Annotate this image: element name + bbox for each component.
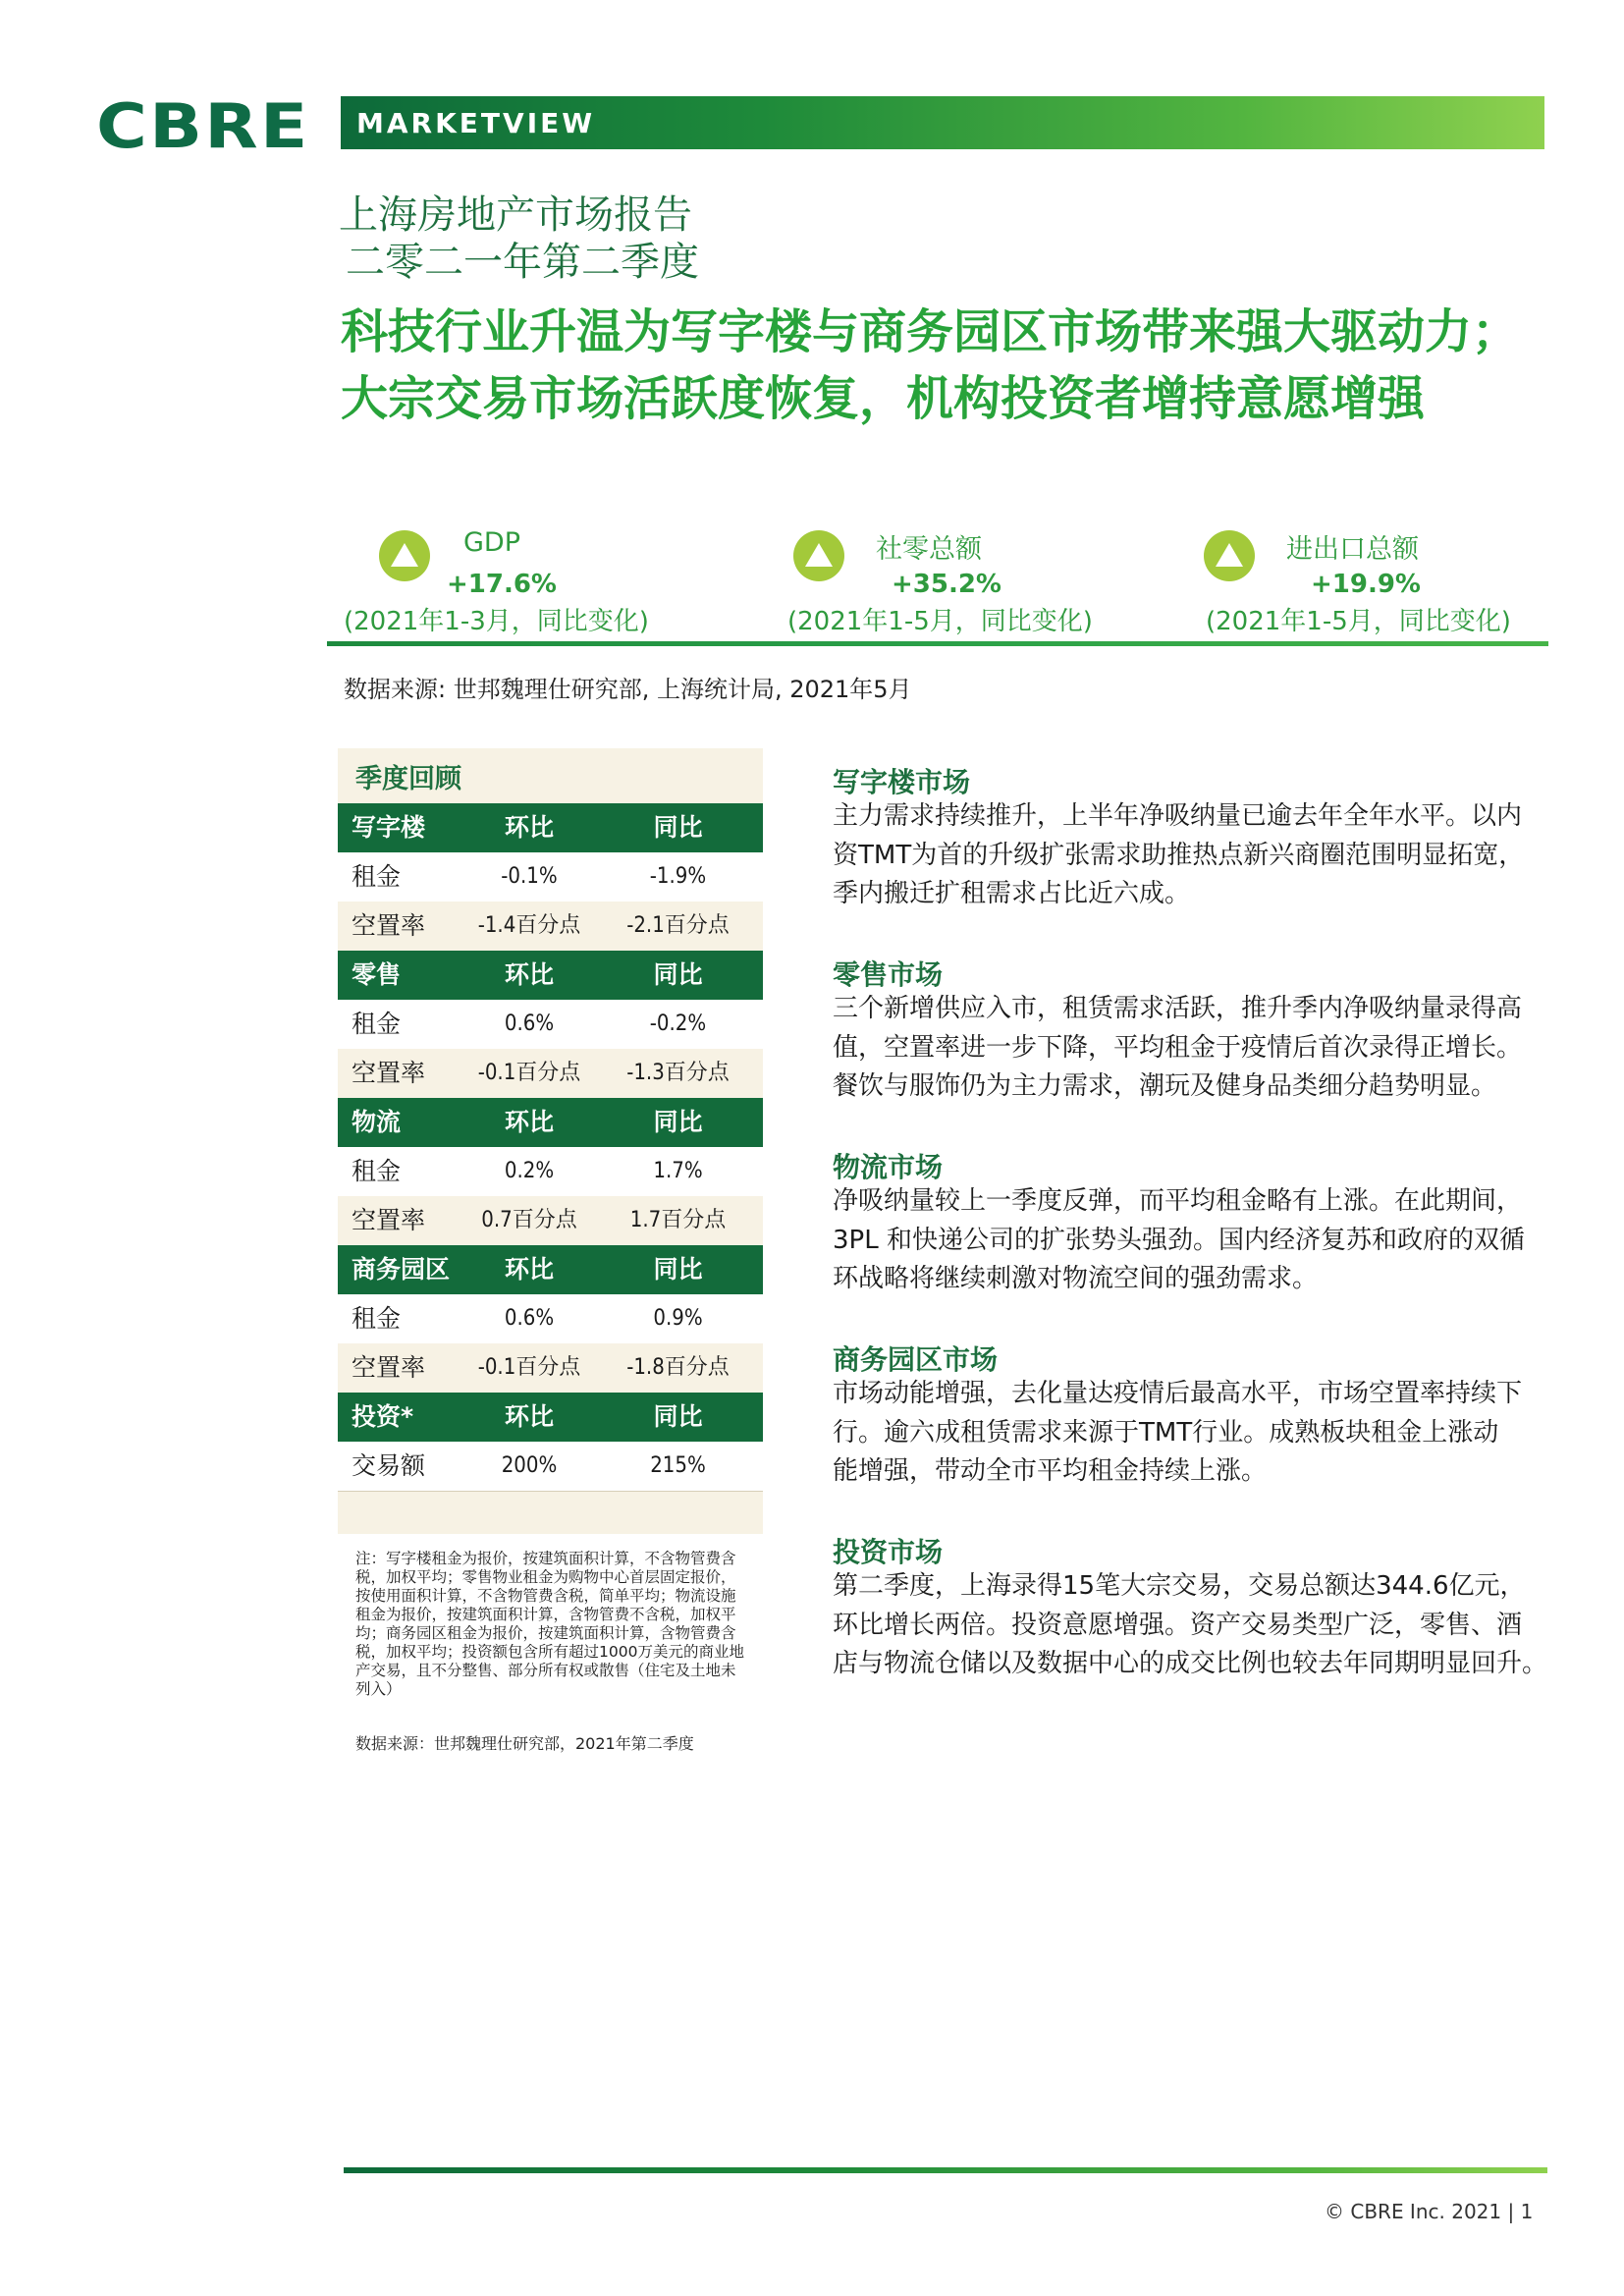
section-title-retail: 零售市场 [833, 958, 944, 991]
banner-label: MARKETVIEW [356, 107, 596, 139]
section-line: 季内搬迁扩租需求占比近六成。 [833, 879, 1191, 908]
table-header-logistics [338, 1098, 763, 1147]
section-title-investment: 投资市场 [833, 1536, 944, 1568]
row-label: 租金 [352, 1304, 402, 1333]
table-row [338, 1442, 763, 1492]
triangle-up-icon [1204, 530, 1255, 581]
section-line: 店与物流仓储以及数据中心的成交比例也较去年同期明显回升。 [833, 1649, 1548, 1678]
row-label: 空置率 [352, 911, 426, 940]
triangle-up-icon [793, 530, 844, 581]
section-line: 市场动能增强，去化量达疫情后最高水平，市场空置率持续下 [833, 1379, 1523, 1408]
section-line: 三个新增供应入市，租赁需求活跃，推升季内净吸纳量录得高 [833, 994, 1523, 1023]
table-header-yoy: 同比 [653, 960, 703, 989]
section-line: 行。逾六成租赁需求来源于TMT行业。成熟板块租金上涨动 [833, 1417, 1499, 1448]
table-row [338, 1000, 763, 1050]
row-label: 租金 [352, 1010, 402, 1038]
row-yoy: -1.3百分点 [626, 1061, 730, 1085]
indicator-gdp-value: +17.6% [447, 570, 557, 599]
table-header-yoy: 同比 [653, 1108, 703, 1136]
table-header-label: 投资* [352, 1402, 414, 1431]
headline-line-2: 大宗交易市场活跃度恢复，机构投资者增持意愿增强 [341, 371, 1426, 426]
row-yoy: -1.8百分点 [626, 1355, 730, 1380]
table-row [338, 852, 763, 902]
indicator-trade-note: (2021年1-5月，同比变化) [1206, 607, 1511, 636]
row-yoy: -1.9% [649, 864, 707, 889]
table-header-label: 商务园区 [352, 1255, 451, 1284]
row-yoy: 0.9% [653, 1306, 703, 1331]
row-qoq: 200% [501, 1453, 558, 1478]
footer-divider [344, 2167, 1547, 2173]
table-header-qoq: 环比 [504, 1255, 554, 1284]
section-body-business-park [833, 1375, 1554, 1492]
section-line: 餐饮与服饰仍为主力需求，潮玩及健身品类细分趋势明显。 [833, 1071, 1497, 1101]
section-body-investment [833, 1567, 1554, 1684]
indicator-retail-note: (2021年1-5月，同比变化) [787, 607, 1093, 636]
row-qoq: -0.1% [501, 864, 558, 889]
table-header-yoy: 同比 [653, 813, 703, 842]
row-qoq: 0.2% [504, 1159, 555, 1183]
table-header-label: 零售 [352, 960, 402, 989]
triangle-up-icon [379, 530, 430, 581]
table-header-qoq: 环比 [504, 813, 554, 842]
row-qoq: -0.1百分点 [477, 1061, 581, 1085]
table-header-yoy: 同比 [653, 1255, 703, 1284]
report-title: 上海房地产市场报告 [339, 192, 692, 238]
row-label: 空置率 [352, 1353, 426, 1382]
table-header-label: 写字楼 [352, 813, 426, 842]
section-line: 净吸纳量较上一季度反弹，而平均租金略有上涨。在此期间， [833, 1186, 1523, 1216]
table-row [338, 902, 763, 952]
table-row [338, 1294, 763, 1344]
indicator-source: 数据来源: 世邦魏理仕研究部, 上海统计局, 2021年5月 [344, 676, 912, 703]
row-qoq: 0.6% [504, 1306, 555, 1331]
row-qoq: 0.7百分点 [481, 1208, 577, 1232]
table-row [338, 1147, 763, 1197]
row-yoy: 1.7百分点 [629, 1208, 727, 1232]
table-row [338, 1049, 763, 1099]
row-label: 租金 [352, 862, 402, 891]
table-header-investment [338, 1393, 763, 1442]
table-header-yoy: 同比 [653, 1402, 703, 1431]
table-header-qoq: 环比 [504, 1108, 554, 1136]
row-yoy: -2.1百分点 [626, 913, 730, 938]
section-line: 主力需求持续推升，上半年净吸纳量已逾去年全年水平。以内 [833, 801, 1523, 831]
report-period: 二零二一年第二季度 [346, 240, 699, 285]
table-header-office [338, 803, 763, 852]
table-row [338, 1196, 763, 1246]
section-line: 环比增长两倍。投资意愿增强。资产交易类型广泛，零售、酒 [833, 1610, 1523, 1640]
table-header-business-park [338, 1245, 763, 1294]
table-header-retail [338, 951, 763, 1000]
indicator-divider [327, 641, 1548, 646]
row-qoq: -0.1百分点 [477, 1355, 581, 1380]
row-yoy: 1.7% [653, 1159, 703, 1183]
section-line: 资TMT为首的升级扩张需求助推热点新兴商圈范围明显拓宽， [833, 840, 1525, 870]
section-line: 3PL 和快递公司的扩张势头强劲。国内经济复苏和政府的双循 [833, 1225, 1525, 1255]
row-label: 租金 [352, 1157, 402, 1185]
indicator-retail-value: +35.2% [892, 570, 1001, 599]
indicator-retail-label: 社零总额 [876, 534, 982, 565]
section-body-retail [833, 990, 1554, 1107]
marketview-banner [341, 96, 1544, 149]
row-label: 交易额 [352, 1451, 426, 1480]
footer-copyright: © CBRE Inc. 2021 | 1 [1325, 2200, 1534, 2223]
section-body-office [833, 797, 1554, 914]
table-header-qoq: 环比 [504, 1402, 554, 1431]
row-label: 空置率 [352, 1206, 426, 1234]
table-title: 季度回顾 [355, 764, 461, 794]
row-qoq: -1.4百分点 [477, 913, 581, 938]
indicator-trade-value: +19.9% [1311, 570, 1421, 599]
section-line: 值，空置率进一步下降，平均租金于疫情后首次录得正增长。 [833, 1032, 1523, 1063]
section-line: 第二季度，上海录得15笔大宗交易，交易总额达344.6亿元， [833, 1571, 1526, 1601]
row-yoy: 215% [650, 1453, 706, 1478]
section-title-business-park: 商务园区市场 [833, 1343, 999, 1376]
row-yoy: -0.2% [649, 1011, 707, 1036]
section-line: 环战略将继续刺激对物流空间的强劲需求。 [833, 1264, 1319, 1293]
indicator-trade-label: 进出口总额 [1286, 534, 1419, 565]
table-header-label: 物流 [352, 1108, 402, 1136]
section-body-logistics [833, 1182, 1554, 1299]
table-row [338, 1343, 763, 1394]
table-source: 数据来源：世邦魏理仕研究部，2021年第二季度 [355, 1734, 694, 1753]
table-footnote: 注：写字楼租金为报价，按建筑面积计算，不含物管费含税，加权平均；零售物业租金为购物中心首层固定报价，按使用面积计算，不含物管费含税，简单平均；物流设施租金为报价，按建筑面积计算，含物管费不含税，加权平均；商务园区租金为报价，按建筑面积计算，含物管费含税，加权平均；投资额包含所有超过1000万美元的商业地产交易，且不分整售、部分所有权或散售（住宅及土地未列入） [355, 1550, 744, 1698]
headline-line-1: 科技行业升温为写字楼与商务园区市场带来强大驱动力； [341, 304, 1520, 359]
section-line: 能增强，带动全市平均租金持续上涨。 [833, 1456, 1268, 1486]
row-qoq: 0.6% [504, 1011, 555, 1036]
section-title-logistics: 物流市场 [833, 1151, 944, 1183]
row-label: 空置率 [352, 1059, 426, 1087]
table-header-qoq: 环比 [504, 960, 554, 989]
section-title-office: 写字楼市场 [833, 766, 971, 798]
cbre-logo: CBRE [96, 90, 310, 162]
indicator-gdp-label: GDP [463, 527, 520, 558]
indicator-gdp-note: (2021年1-3月，同比变化) [344, 607, 649, 636]
